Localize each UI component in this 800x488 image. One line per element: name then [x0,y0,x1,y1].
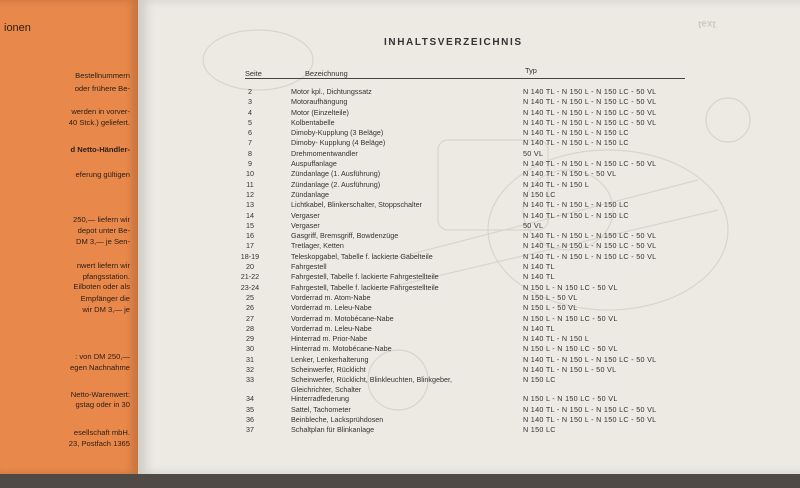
row-type: 50 VL [523,148,544,158]
row-description: Schaltplan für Blinkanlage [291,425,375,435]
row-type: N 140 TL - N 150 L - N 150 LC - 50 VL [523,97,657,107]
table-row [138,425,800,435]
row-page: 3 [248,97,252,107]
row-description: Scheinwerfer, Rücklicht [291,365,366,375]
left-text-line: eferung gültigen [75,170,130,179]
page-title: INHALTSVERZEICHNIS [384,37,523,48]
table-row [138,211,800,221]
row-type: N 140 TL - N 150 L [523,179,590,189]
table-row [138,344,800,354]
row-page: 17 [246,241,254,251]
row-type: N 150 LC [523,189,556,199]
row-description: Zündanlage [291,189,329,199]
table-row [138,262,800,272]
left-heading: ionen [4,22,31,34]
left-text-line: DM 3,— je Sen- [75,237,130,246]
show-through-text: ʇxǝʇ [698,18,716,29]
left-text-line: esellschaft mbH. [73,428,130,437]
row-type: N 140 TL - N 150 L - N 150 LC [523,138,629,148]
row-page: 30 [246,344,254,354]
row-description-line: Gleichrichter, Schalter [291,384,362,394]
row-page: 26 [246,303,254,313]
row-description: Hinterrad m. Motobécane-Nabe [291,344,392,354]
row-description: Vergaser [291,220,320,230]
column-header-type: Typ [525,66,537,75]
table-row [138,241,800,251]
row-description [291,375,452,394]
row-type: N 140 TL [523,272,555,282]
row-type: N 140 TL - N 150 L - N 150 LC - 50 VL [523,159,657,169]
row-description: Hinterradfederung [291,394,349,404]
row-type: N 140 TL - N 150 L - N 150 LC [523,128,629,138]
row-type: N 140 TL - N 150 L - 50 VL [523,169,617,179]
row-page: 15 [246,220,254,230]
left-text-line: Bestellnummern [75,71,130,80]
right-page [138,0,800,474]
row-page: 28 [246,323,254,333]
row-description: Fahrgestell [291,262,327,272]
row-page: 16 [246,231,254,241]
row-type: N 140 TL [523,323,555,333]
table-row [138,128,800,138]
row-description: Kolbentabelle [291,117,335,127]
row-description: Vergaser [291,210,320,220]
row-page: 34 [246,394,254,404]
row-description: Gasgriff, Bremsgriff, Bowdenzüge [291,231,399,241]
row-description-line: Scheinwerfer, Rücklicht, Blinkleuchten, Blinkgeber, [291,375,453,385]
table-row [138,394,800,404]
table-row [138,108,800,118]
table-row [138,118,800,128]
table-row [138,221,800,231]
row-description: Dimoby-Kupplung (3 Beläge) [291,128,384,138]
left-text-line: 40 Stck.) geliefert. [68,118,130,127]
row-description: Auspuffanlage [291,159,337,169]
row-type: N 150 L - 50 VL [523,303,578,313]
table-row [138,415,800,425]
row-description: Lenker, Lenkerhalterung [291,354,369,364]
row-description: Sattel, Tachometer [291,404,351,414]
row-page: 18-19 [240,251,260,261]
header-rule [245,78,685,79]
left-text-line: Empfänger die [80,294,130,303]
row-type: N 140 TL - N 150 L [523,334,590,344]
table-row [138,252,800,262]
row-type: N 140 TL - N 150 L - N 150 LC - 50 VL [523,354,657,364]
row-page: 31 [246,354,254,364]
row-page: 4 [248,107,252,117]
row-description: Fahrgestell, Tabelle f. lackierte Fahrgestellteile [291,282,439,292]
table-row [138,231,800,241]
table-row [138,272,800,282]
row-type: N 140 TL - N 150 L - N 150 LC - 50 VL [523,231,657,241]
table-row [138,355,800,365]
row-page: 12 [246,189,254,199]
row-type: N 140 TL - N 150 L - N 150 LC - 50 VL [523,107,657,117]
row-type: N 140 TL - N 150 L - N 150 LC [523,200,629,210]
left-text-line: nwert liefern wir [76,261,130,270]
left-text-line: pfangsstation. [82,272,130,281]
left-text-line: oder frühere Be- [74,84,130,93]
row-page: 21-22 [240,272,260,282]
row-page: 10 [246,169,254,179]
table-row [138,324,800,334]
row-type: N 140 TL - N 150 L - N 150 LC - 50 VL [523,414,657,424]
row-page: 37 [246,425,254,435]
row-type: N 140 TL - N 150 L - N 150 LC [523,210,629,220]
row-type: N 150 LC [523,425,556,435]
left-text-line: egen Nachnahme [70,363,130,372]
row-page: 8 [248,148,252,158]
row-page: 2 [248,87,252,96]
table-row [138,200,800,210]
table-row [138,190,800,200]
left-text-line: d Netto-Händler- [70,145,130,154]
left-text-line: 23, Postfach 1365 [68,439,130,448]
left-text-line: depot unter Be- [77,226,130,235]
row-description: Lichtkabel, Blinkerschalter, Stoppschalter [291,200,423,210]
row-page: 5 [248,117,252,127]
row-description: Fahrgestell, Tabelle f. lackierte Fahrgestellteile [291,272,439,282]
row-type: N 140 TL - N 150 L - N 150 LC - 50 VL [523,117,657,127]
row-type: N 150 L - N 150 LC - 50 VL [523,394,618,404]
table-row [138,375,800,394]
row-page: 23-24 [240,282,260,292]
table-row [138,159,800,169]
table-row [138,303,800,313]
table-row [138,149,800,159]
row-type: N 140 TL - N 150 L - N 150 LC - 50 VL [523,87,657,96]
row-type: N 150 L - N 150 LC - 50 VL [523,313,618,323]
row-type: N 150 L - 50 VL [523,292,578,302]
row-page: 29 [246,334,254,344]
row-type: N 140 TL [523,262,555,272]
row-page: 27 [246,313,254,323]
left-text-line: Eilboten oder als [73,282,130,291]
table-row [138,169,800,179]
table-row [138,283,800,293]
row-description: Tretlager, Ketten [291,241,344,251]
left-page [0,0,138,474]
row-type: N 140 TL - N 150 L - N 150 LC - 50 VL [523,404,657,414]
table-row [138,97,800,107]
left-text-line: werden in vorver- [71,107,130,116]
row-page: 20 [246,262,254,272]
row-description: Motoraufhängung [291,97,348,107]
row-description: Zündanlage (1. Ausführung) [291,169,381,179]
row-type: N 140 TL - N 150 L - N 150 LC - 50 VL [523,241,657,251]
row-type: N 150 LC [523,375,556,385]
table-row [138,87,800,97]
left-text-line: wir DM 3,— je [82,305,130,314]
row-page: 6 [248,128,252,138]
table-row [138,334,800,344]
row-description: Drehmomentwandler [291,148,358,158]
row-description: Teleskopgabel, Tabelle f. lackierte Gabelteile [291,251,433,261]
row-page: 7 [248,138,252,148]
row-page: 35 [246,404,254,414]
row-page: 32 [246,365,254,375]
left-text-line: Netto-Warenwert: [70,390,130,399]
row-page: 11 [246,179,254,189]
row-description: Zündanlage (2. Ausführung) [291,179,381,189]
table-row [138,180,800,190]
row-type: 50 VL [523,220,544,230]
contents-table [138,87,800,436]
row-description: Vorderrad m. Leleu-Nabe [291,323,372,333]
row-page: 33 [246,375,254,385]
row-description: Vorderrad m. Atom-Nabe [291,292,371,302]
row-page: 14 [246,210,254,220]
row-description: Vorderrad m. Motobécane-Nabe [291,313,394,323]
row-description: Motor kpl., Dichtungssatz [291,87,372,96]
column-header-description: Bezeichnung [305,69,348,78]
table-row [138,138,800,148]
row-description: Dimoby- Kupplung (4 Beläge) [291,138,386,148]
row-page: 13 [246,200,254,210]
row-page: 36 [246,414,254,424]
row-description: Vorderrad m. Leleu-Nabe [291,303,372,313]
table-row [138,314,800,324]
row-description: Motor (Einzelteile) [291,107,349,117]
row-type: N 140 TL - N 150 L - 50 VL [523,365,617,375]
row-description: Hinterrad m. Prior-Nabe [291,334,368,344]
table-row [138,293,800,303]
row-page: 25 [246,292,254,302]
left-text-line: 250,— liefern wir [73,215,130,224]
row-type: N 150 L - N 150 LC - 50 VL [523,282,618,292]
column-header-page: Seite [245,69,262,78]
row-type: N 140 TL - N 150 L - N 150 LC - 50 VL [523,251,657,261]
row-page: 9 [248,159,252,169]
row-type: N 150 L - N 150 LC - 50 VL [523,344,618,354]
table-row [138,365,800,375]
table-row [138,405,800,415]
left-text-line: gstag oder in 30 [75,400,130,409]
left-text-line: : von DM 250,— [75,352,130,361]
row-description: Beinbleche, Lacksprühdosen [291,414,384,424]
